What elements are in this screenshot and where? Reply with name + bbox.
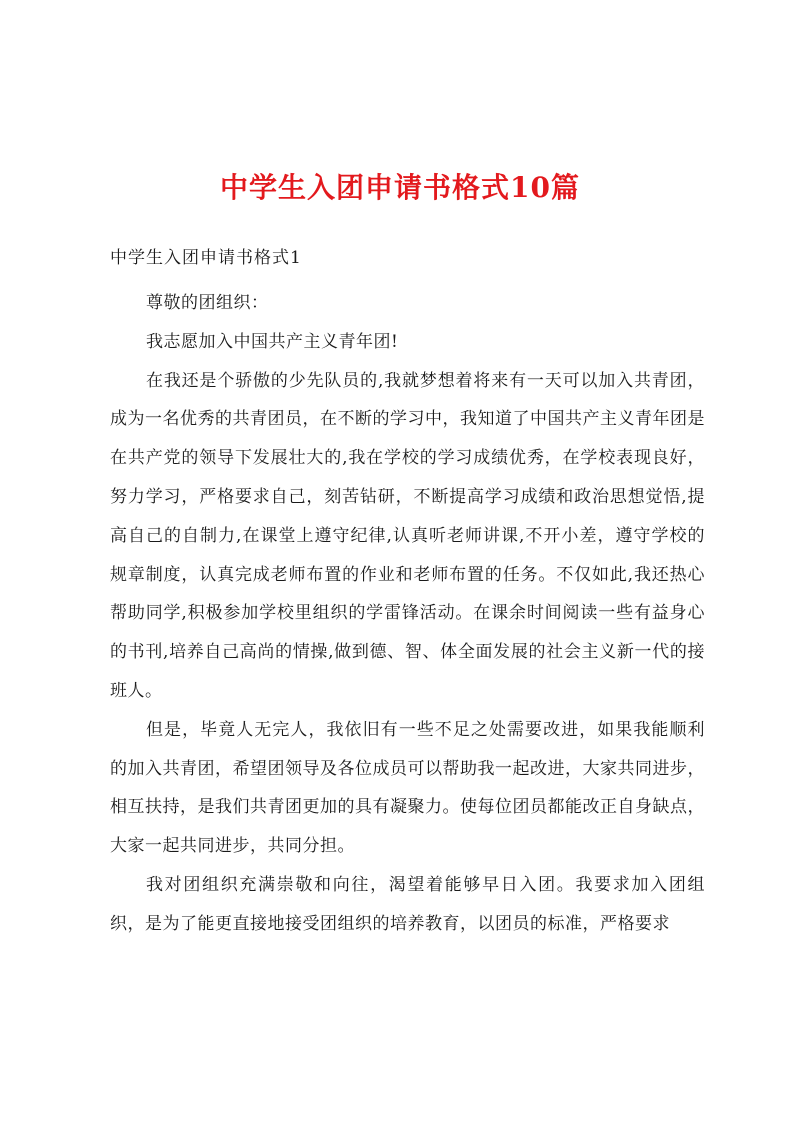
document-title: 中学生入团申请书格式10篇 (220, 171, 580, 204)
salutation-paragraph: 尊敬的团组织： (146, 293, 269, 313)
body-paragraph: 但是，毕竟人无完人，我依旧有一些不足之处需要改进，如果我能顺利的加入共青团，希望团领导及各位成员可以帮助我一起改进，大家共同进步，相互扶持，是我们共青团更加的具有凝聚力。使每位团员都能改正自身缺点，大家一起共同进步，共同分担。 (110, 719, 705, 857)
body-paragraph: 我志愿加入中国共产主义青年团! (146, 331, 399, 352)
body-paragraph: 在我还是个骄傲的少先队员的,我就梦想着将来有一天可以加入共青团，成为一名优秀的共青团员，在不断的学习中，我知道了中国共产主义青年团是在共产党的领导下发展壮大的,我在学校的学习成绩优秀，在学校表现良好，努力学习，严格要求自己，刻苦钻研，不断提高学习成绩和政治思想觉悟,提高自己的自制力,在课堂上遵守纪律,认真听老师讲课,不开小差，遵守学校的规章制度，认真完成老师布置的作业和老师布置的任务。不仅如此,我还热心帮助同学,积极参加学校里组织的学雷锋活动。在课余时间阅读一些有益身心的书刊,培养自己高尚的情操,做到德、智、体全面发展的社会主义新一代的接班人。 (110, 370, 705, 701)
document-body (110, 284, 705, 944)
body-paragraph: 我对团组织充满崇敬和向往，渴望着能够早日入团。我要求加入团组织，是为了能更直接地接受团组织的培养教育，以团员的标准，严格要求 (110, 874, 705, 934)
section-heading: 中学生入团申请书格式1 (110, 248, 302, 268)
